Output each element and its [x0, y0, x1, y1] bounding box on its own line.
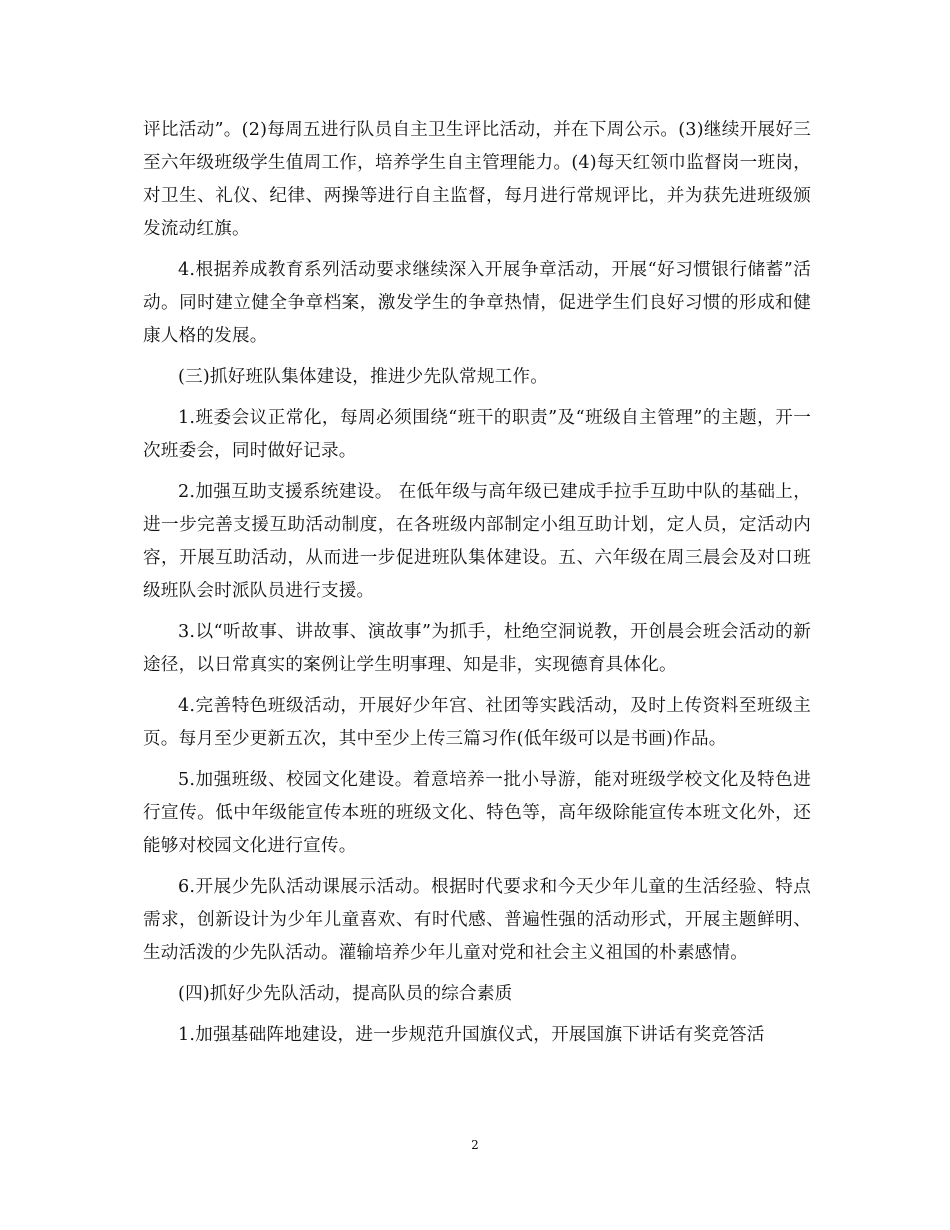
section-heading-4: (四)抓好少先队活动，提高队员的综合素质	[178, 984, 513, 1004]
paragraph-8: 5.加强班级、校园文化建设。着意培养一批小导游，能对班级学校文化及特色进行宣传。低中年级能宣传本班的班级文化、特色等，高年级除能宣传本班文化外，还能够对校园文化进行宣传。	[143, 770, 811, 856]
paragraph-2: 4.根据养成教育系列活动要求继续深入开展争章活动，开展“好习惯银行储蓄”活动。同时建立健全争章档案，激发学生的争章热情，促进学生们良好习惯的形成和健康人格的发展。	[143, 260, 811, 346]
paragraph-1: 评比活动”。(2)每周五进行队员自主卫生评比活动，并在下周公示。(3)继续开展好三至六年级班级学生值周工作，培养学生自主管理能力。(4)每天红领巾监督岗一班岗，对卫生、礼仪、纪律、两操等进行自主监督，每月进行常规评比，并为获先进班级颁发流动红旗。	[143, 120, 811, 239]
page-number: 2	[471, 1138, 479, 1152]
paragraph-4: 1.班委会议正常化，每周必须围绕“班干的职责”及“班级自主管理”的主题，开一次班委会，同时做好记录。	[143, 408, 811, 461]
paragraph-5: 2.加强互助支援系统建设。 在低年级与高年级已建成手拉手互助中队的基础上，进一步完善支援互助活动制度，在各班级内部制定小组互助计划，定人员，定活动内容，开展互助活动，从而进一步促进班队集体建设。五、六年级在周三晨会及对口班级班队会时派队员进行支援。	[143, 482, 811, 601]
paragraph-7: 4.完善特色班级活动，开展好少年宫、社团等实践活动，及时上传资料至班级主页。每月至少更新五次，其中至少上传三篇习作(低年级可以是书画)作品。	[143, 696, 811, 749]
document-body	[143, 114, 811, 1060]
paragraph-6: 3.以“听故事、讲故事、演故事”为抓手，杜绝空洞说教，开创晨会班会活动的新途径，以日常真实的案例让学生明事理、知是非，实现德育具体化。	[143, 622, 811, 675]
section-heading-3: (三)抓好班队集体建设，推进少先队常规工作。	[178, 367, 549, 387]
paragraph-11: 1.加强基础阵地建设，进一步规范升国旗仪式，开展国旗下讲话有奖竞答活	[178, 1025, 765, 1045]
paragraph-9: 6.开展少先队活动课展示活动。根据时代要求和今天少年儿童的生活经验、特点需求，创新设计为少年儿童喜欢、有时代感、普遍性强的活动形式，开展主题鲜明、生动活泼的少先队活动。灌输培养少年儿童对党和社会主义祖国的朴素感情。	[143, 877, 811, 963]
